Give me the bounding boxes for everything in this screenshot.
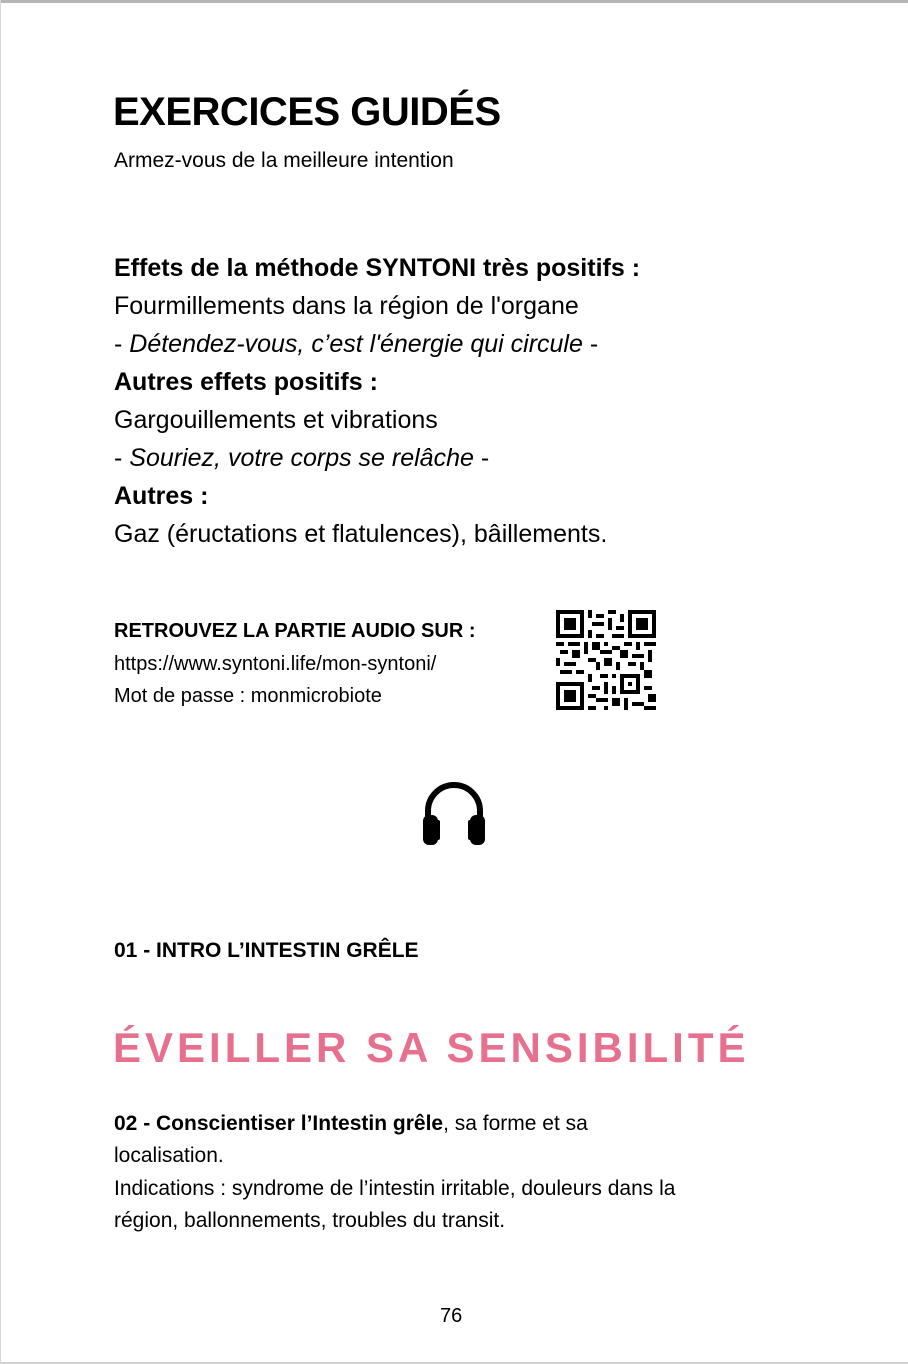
headphones-icon [420, 775, 488, 847]
indications-line-2: région, ballonnements, troubles du transit. [114, 1209, 506, 1232]
qr-code-icon [556, 610, 656, 710]
effects-heading-others: Autres : [114, 482, 209, 510]
note-dash-open: - [114, 444, 130, 472]
page-number: 76 [440, 1305, 463, 1327]
note-text-relax: Détendez-vous, c’est l'énergie qui circule [129, 330, 583, 358]
track-02-line-2: localisation. [114, 1144, 224, 1167]
effects-line-gas: Gaz (éructations et flatulences), bâillements. [114, 520, 608, 548]
track-02-title-rest: , sa forme et sa [443, 1112, 588, 1135]
section-heading-pink: ÉVEILLER SA SENSIBILITÉ [113, 1024, 750, 1071]
audio-label: RETROUVEZ LA PARTIE AUDIO SUR : [114, 620, 476, 642]
effects-line-gurgling: Gargouillements et vibrations [114, 406, 438, 434]
page-top-border [0, 0, 908, 3]
note-text-smile: Souriez, votre corps se relâche [129, 444, 474, 472]
effects-heading-very-positive: Effets de la méthode SYNTONI très positifs : [114, 254, 641, 282]
track-02-line-1 [114, 1108, 588, 1140]
note-dash-open: - [114, 330, 130, 358]
effects-heading-other-positive: Autres effets positifs : [114, 368, 378, 396]
effects-note-smile [114, 443, 489, 473]
note-dash-close: - [582, 330, 599, 358]
effects-line-tingling: Fourmillements dans la région de l'organe [114, 292, 579, 320]
page-subtitle: Armez-vous de la meilleure intention [114, 149, 454, 172]
page-title: EXERCICES GUIDÉS [113, 90, 501, 134]
audio-url-link[interactable]: https://www.syntoni.life/mon-syntoni/ [114, 653, 437, 675]
track-02-title: 02 - Conscientiser l’Intestin grêle [114, 1112, 444, 1135]
note-dash-close: - [473, 444, 490, 472]
track-01-heading: 01 - INTRO L’INTESTIN GRÊLE [114, 939, 419, 962]
audio-password: Mot de passe : monmicrobiote [114, 685, 382, 707]
indications-line-1: Indications : syndrome de l’intestin irritable, douleurs dans la [114, 1177, 676, 1200]
effects-note-relax [114, 329, 598, 359]
page-left-border [0, 0, 1, 1364]
